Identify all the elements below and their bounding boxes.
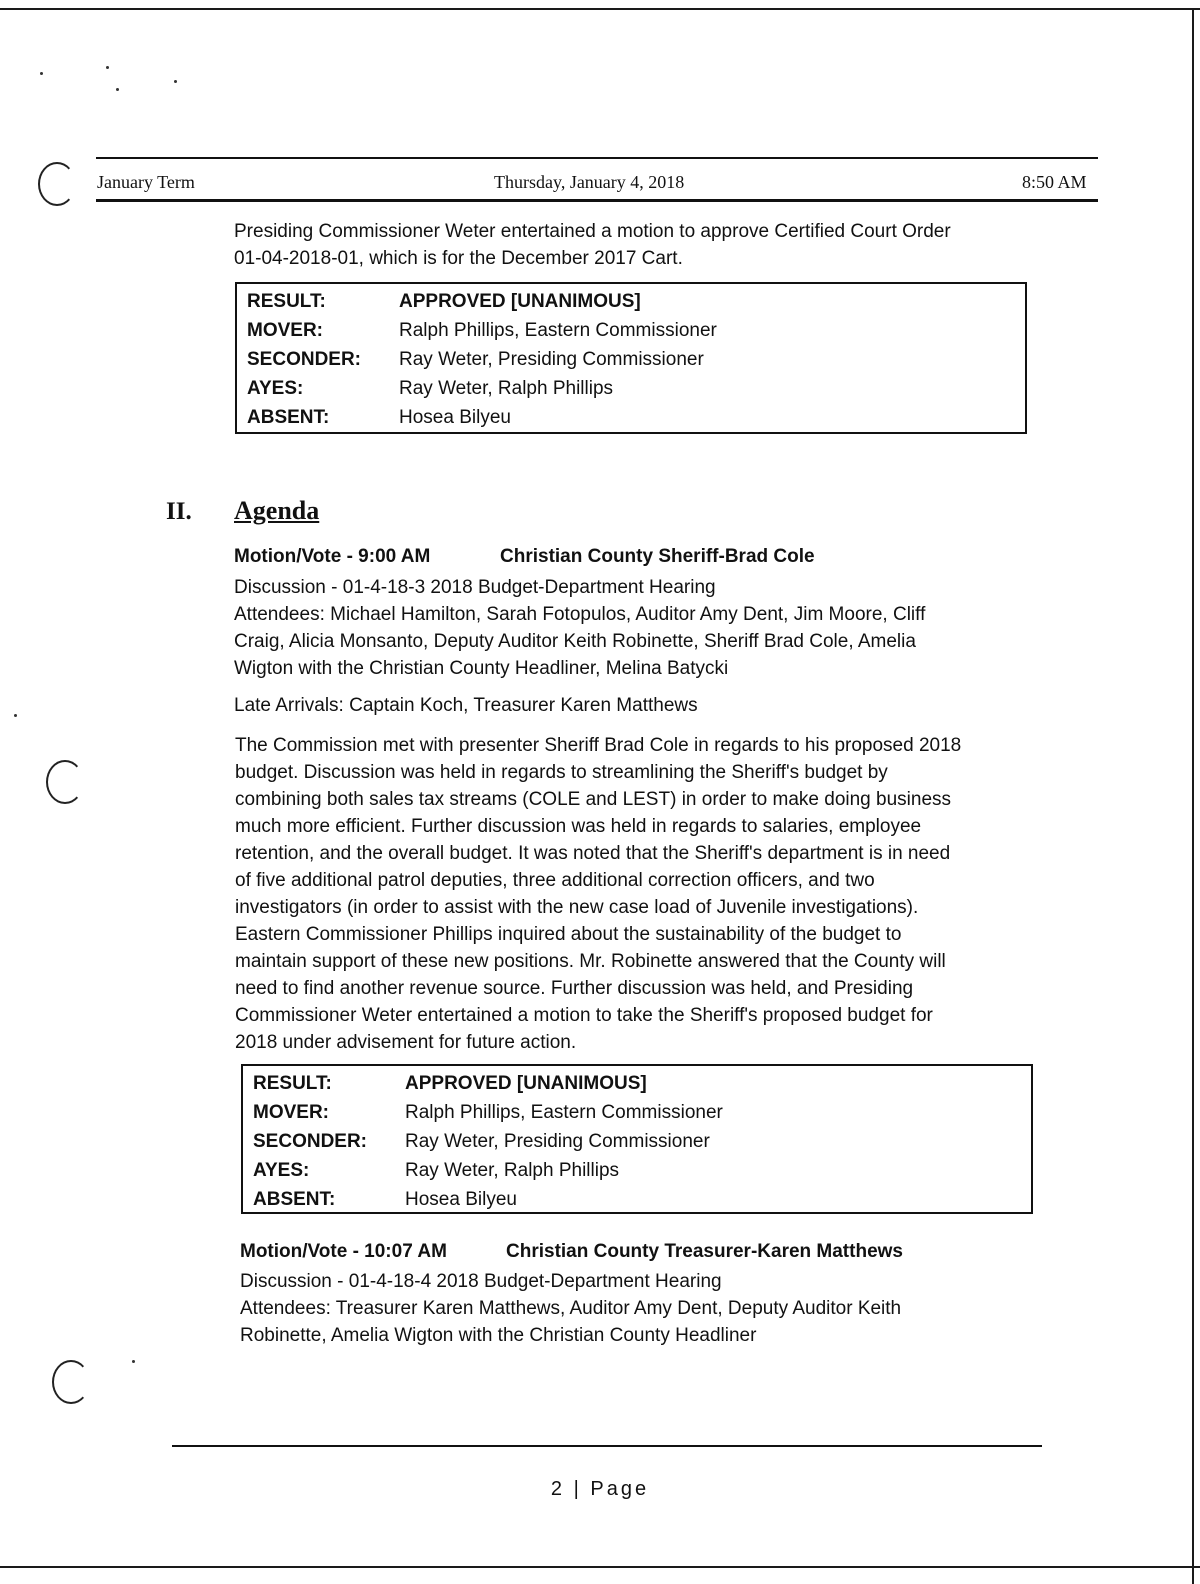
motion-time: Motion/Vote - 9:00 AM — [234, 546, 431, 567]
body-line: retention, and the overall budget. It was noted that the Sheriff's department is in need — [235, 843, 951, 864]
vote-value-result: APPROVED [UNANIMOUS] — [405, 1072, 647, 1094]
vote-value-seconder: Ray Weter, Presiding Commissioner — [399, 348, 704, 370]
vote-value-result: APPROVED [UNANIMOUS] — [399, 290, 641, 312]
vote-value-absent: Hosea Bilyeu — [405, 1188, 517, 1210]
vote-label-result: RESULT: — [247, 290, 326, 312]
vote-row-seconder — [253, 1127, 1031, 1156]
scan-speck — [116, 88, 119, 91]
scan-border-top — [0, 8, 1200, 10]
section-number: II. — [166, 498, 192, 525]
vote-label-absent: ABSENT: — [247, 406, 330, 428]
scan-border-right — [1192, 8, 1194, 1584]
late-arrivals — [234, 692, 1034, 719]
body-line: of five additional patrol deputies, three additional correction officers, and two — [235, 870, 875, 891]
motion-1-body — [235, 732, 1035, 1056]
discussion-line: Discussion - 01-4-18-4 2018 Budget-Department Hearing — [240, 1271, 722, 1292]
vote-value-absent: Hosea Bilyeu — [399, 406, 511, 428]
scan-speck — [40, 72, 43, 75]
attendees-line: Wigton with the Christian County Headliner, Melina Batycki — [234, 658, 729, 679]
page-number: 2 | Page — [550, 1478, 650, 1500]
vote-value-ayes: Ray Weter, Ralph Phillips — [399, 377, 614, 399]
header-rule-top — [96, 157, 1098, 159]
attendees-line: Attendees: Michael Hamilton, Sarah Fotopulos, Auditor Amy Dent, Jim Moore, Cliff — [234, 604, 926, 625]
header-term: January Term — [97, 172, 195, 192]
intro-paragraph — [234, 218, 1034, 272]
motion-2-details — [240, 1268, 1040, 1349]
motion-title: Christian County Treasurer-Karen Matthews — [506, 1241, 903, 1262]
body-line: 2018 under advisement for future action. — [235, 1032, 577, 1053]
vote-row-absent — [253, 1185, 1031, 1214]
motion-title: Christian County Sheriff-Brad Cole — [500, 546, 815, 567]
attendees-line: Attendees: Treasurer Karen Matthews, Auditor Amy Dent, Deputy Auditor Keith — [240, 1298, 902, 1319]
vote-result-box-2 — [241, 1064, 1033, 1214]
header-time: 8:50 AM — [1022, 172, 1087, 192]
punch-hole-middle — [46, 760, 84, 804]
motion-1-details — [234, 574, 1034, 682]
vote-row-seconder — [247, 345, 1025, 374]
vote-value-mover: Ralph Phillips, Eastern Commissioner — [399, 319, 717, 341]
vote-value-mover: Ralph Phillips, Eastern Commissioner — [405, 1101, 723, 1123]
body-line: combining both sales tax streams (COLE and LEST) in order to make doing business — [235, 789, 952, 810]
body-line: need to find another revenue source. Further discussion was held, and Presiding — [235, 978, 914, 999]
header-date: Thursday, January 4, 2018 — [494, 172, 685, 192]
intro-line: 01-04-2018-01, which is for the December 2017 Cart. — [234, 248, 683, 269]
intro-line: Presiding Commissioner Weter entertained a motion to approve Certified Court Order — [234, 221, 951, 242]
late-arrivals-line: Late Arrivals: Captain Koch, Treasurer Karen Matthews — [234, 695, 698, 716]
scan-border-bottom — [0, 1566, 1200, 1568]
vote-row-absent — [247, 403, 1025, 432]
body-line: Eastern Commissioner Phillips inquired about the sustainability of the budget to — [235, 924, 902, 945]
vote-row-mover — [253, 1098, 1031, 1127]
motion-heading-2 — [240, 1241, 960, 1267]
scan-speck — [14, 714, 17, 717]
vote-label-ayes: AYES: — [247, 377, 304, 399]
body-line: maintain support of these new positions. Mr. Robinette answered that the County will — [235, 951, 946, 972]
vote-label-result: RESULT: — [253, 1072, 332, 1094]
vote-result-box-1 — [235, 282, 1027, 434]
vote-row-ayes — [247, 374, 1025, 403]
vote-label-seconder: SECONDER: — [247, 348, 362, 370]
body-line: The Commission met with presenter Sheriff Brad Cole in regards to his proposed 2018 — [235, 735, 962, 756]
vote-value-seconder: Ray Weter, Presiding Commissioner — [405, 1130, 710, 1152]
motion-heading-1 — [234, 546, 934, 572]
scan-speck — [106, 66, 109, 69]
body-line: budget. Discussion was held in regards to streamlining the Sheriff's budget by — [235, 762, 888, 783]
vote-label-mover: MOVER: — [253, 1101, 329, 1123]
vote-label-mover: MOVER: — [247, 319, 323, 341]
attendees-line: Craig, Alicia Monsanto, Deputy Auditor Keith Robinette, Sheriff Brad Cole, Amelia — [234, 631, 916, 652]
body-line: investigators (in order to assist with the new case load of Juvenile investigations). — [235, 897, 919, 918]
scan-speck — [174, 80, 177, 83]
vote-row-mover — [247, 316, 1025, 345]
discussion-line: Discussion - 01-4-18-3 2018 Budget-Department Hearing — [234, 577, 716, 598]
section-title: Agenda — [234, 496, 320, 525]
body-line: much more efficient. Further discussion was held in regards to salaries, employee — [235, 816, 922, 837]
vote-label-ayes: AYES: — [253, 1159, 310, 1181]
header-rule-bottom — [96, 199, 1098, 202]
body-line: Commissioner Weter entertained a motion to take the Sheriff's proposed budget for — [235, 1005, 933, 1026]
vote-row-result — [247, 287, 1025, 316]
footer-rule — [172, 1445, 1042, 1447]
motion-time: Motion/Vote - 10:07 AM — [240, 1241, 447, 1262]
vote-label-absent: ABSENT: — [253, 1188, 336, 1210]
attendees-line: Robinette, Amelia Wigton with the Christian County Headliner — [240, 1325, 757, 1346]
punch-hole-bottom — [52, 1360, 90, 1404]
vote-row-result — [253, 1069, 1031, 1098]
vote-value-ayes: Ray Weter, Ralph Phillips — [405, 1159, 620, 1181]
scan-speck — [132, 1360, 135, 1363]
vote-row-ayes — [253, 1156, 1031, 1185]
vote-label-seconder: SECONDER: — [253, 1130, 368, 1152]
punch-hole-top — [38, 162, 76, 206]
